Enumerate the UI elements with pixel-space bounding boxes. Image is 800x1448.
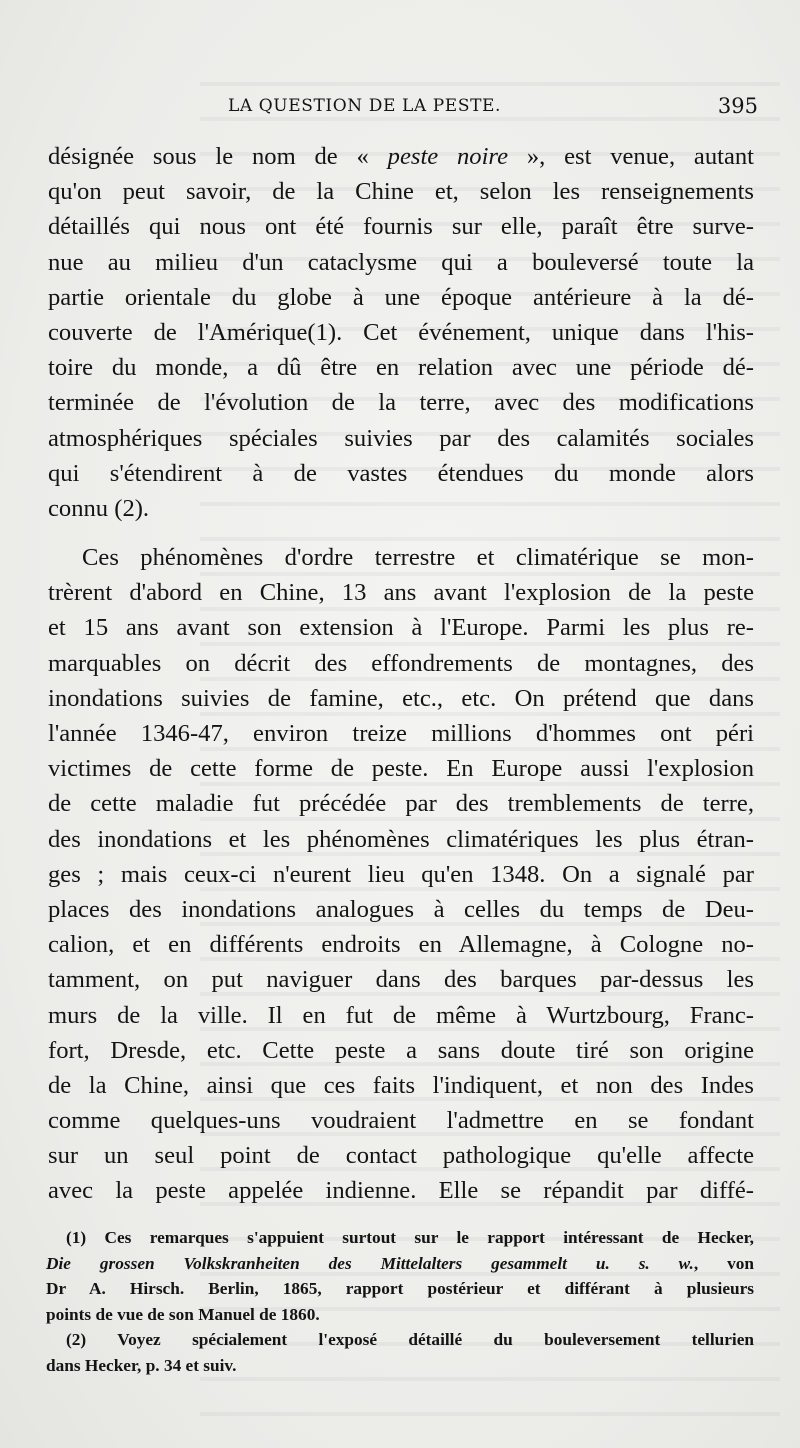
text-line: ges ; mais ceux-ci n'eurent lieu qu'en 1348. On a signalé par <box>48 860 754 888</box>
text-line: tamment, on put naviguer dans des barques par-dessus les <box>48 966 754 994</box>
text-line: murs de la ville. Il en fut de même à Wurtzbourg, Franc- <box>48 1001 754 1029</box>
text-line: connu (2). <box>48 494 150 522</box>
text-line: Ces phénomènes d'ordre terrestre et climatérique se mon- <box>82 544 754 572</box>
running-head-title: LA QUESTION DE LA PESTE. <box>228 96 502 116</box>
text-line: calion, et en différents endroits en Allemagne, à Cologne no- <box>48 931 754 959</box>
text-line: et 15 ans avant son extension à l'Europe. Parmi les plus re- <box>48 614 754 642</box>
text-line: des inondations et les phénomènes climatériques les plus étran- <box>48 825 754 853</box>
text-line: de la Chine, ainsi que ces faits l'indiquent, et non des Indes <box>48 1071 754 1099</box>
text-line: l'année 1346-47, environ treize millions d'hommes ont péri <box>48 720 754 747</box>
footnote-line: dans Hecker, p. 34 et suiv. <box>46 1355 237 1375</box>
text-line: de cette maladie fut précédée par des tremblements de terre, <box>48 790 754 818</box>
text-line: qu'on peut savoir, de la Chine et, selon les renseignements <box>48 178 754 206</box>
footnote-line: (1) Ces remarques s'appuient surtout sur le rapport intéressant de Hecker, <box>66 1228 754 1247</box>
text-line: qui s'étendirent à de vastes étendues du monde alors <box>48 459 754 487</box>
text-line: désignée sous le nom de « peste noire », est venue, autant <box>48 143 755 170</box>
footnote-line: (2) Voyez spécialement l'exposé détaillé du bouleversement tellurien <box>66 1330 754 1350</box>
body-text <box>48 139 754 1209</box>
text-line: terminée de l'évolution de la terre, avec des modifications <box>48 389 754 417</box>
text-line: avec la peste appelée indienne. Elle se répandit par diffé- <box>48 1177 754 1205</box>
text-line: couverte de l'Amérique(1). Cet événement, unique dans l'his- <box>48 318 754 346</box>
text-line: sur un seul point de contact pathologique qu'elle affecte <box>48 1142 754 1170</box>
text-line: victimes de cette forme de peste. En Europe aussi l'explosion <box>48 755 754 783</box>
page-number: 395 <box>717 94 758 118</box>
text-line: détaillés qui nous ont été fournis sur elle, paraît être surve- <box>48 213 754 241</box>
text-line: fort, Dresde, etc. Cette peste a sans doute tiré son origine <box>48 1036 754 1064</box>
text-line: places des inondations analogues à celles du temps de Deu- <box>48 895 754 923</box>
text-line: toire du monde, a dû être en relation avec une période dé- <box>48 354 754 382</box>
text-line: marquables on décrit des effondrements de montagnes, des <box>48 649 754 677</box>
text-line: trèrent d'abord en Chine, 13 ans avant l'explosion de la peste <box>48 579 754 607</box>
text-line: partie orientale du globe à une époque antérieure à la dé- <box>48 283 754 311</box>
footnotes <box>46 1225 754 1379</box>
running-head <box>48 96 758 126</box>
footnote-line: Dr A. Hirsch. Berlin, 1865, rapport postérieur et différant à plusieurs <box>46 1279 754 1299</box>
text-line: inondations suivies de famine, etc., etc. On prétend que dans <box>48 684 754 712</box>
text-line: comme quelques-uns voudraient l'admettre en se fondant <box>48 1107 754 1135</box>
text-line: atmosphériques spéciales suivies par des calamités sociales <box>48 424 754 452</box>
footnote-line: Die grossen Volkskranheiten des Mittelalters gesammelt u. s. w., von <box>46 1253 754 1273</box>
text-line: nue au milieu d'un cataclysme qui a bouleversé toute la <box>48 248 754 276</box>
footnote-line: points de vue de son Manuel de 1860. <box>46 1304 320 1324</box>
